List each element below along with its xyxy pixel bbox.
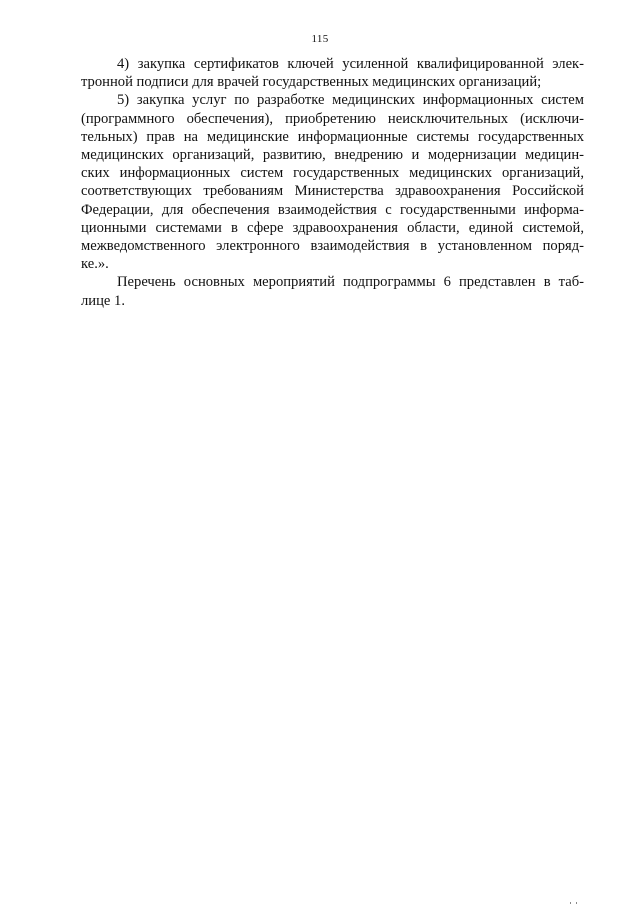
text-line: ционными системами в сфере здравоохранения области, единой системой, bbox=[81, 219, 584, 236]
text-line: лице 1. bbox=[81, 292, 125, 309]
paragraph-item-5 bbox=[81, 91, 584, 273]
scan-artifact bbox=[570, 891, 584, 893]
paragraph-item-4 bbox=[81, 55, 584, 91]
text-line: ских информационных систем государственных медицинских организаций, bbox=[81, 165, 584, 182]
text-line: Перечень основных мероприятий подпрограммы 6 представлен в таб- bbox=[117, 274, 584, 291]
text-line: тельных) прав на медицинские информационные системы государственных bbox=[81, 128, 584, 145]
paragraph-table-reference bbox=[81, 273, 584, 309]
text-line: 4) закупка сертификатов ключей усиленной квалифицированной элек- bbox=[117, 56, 584, 72]
document-body bbox=[81, 55, 584, 310]
text-line: Федерации, для обеспечения взаимодействия с государственными информа- bbox=[81, 201, 584, 218]
text-line: 5) закупка услуг по разработке медицинских информационных систем bbox=[117, 92, 584, 109]
text-line: тронной подписи для врачей государственных медицинских организаций; bbox=[81, 74, 542, 91]
page-number: 115 bbox=[311, 33, 329, 45]
text-line: медицинских организаций, развитию, внедрению и модернизации медицин- bbox=[81, 147, 584, 164]
text-line: (программного обеспечения), приобретению неисключительных (исключи- bbox=[81, 110, 584, 127]
text-line: соответствующих требованиям Министерства здравоохранения Российской bbox=[81, 183, 584, 200]
text-line: межведомственного электронного взаимодействия в установленном поряд- bbox=[81, 238, 584, 255]
text-line: ке.». bbox=[81, 256, 109, 273]
